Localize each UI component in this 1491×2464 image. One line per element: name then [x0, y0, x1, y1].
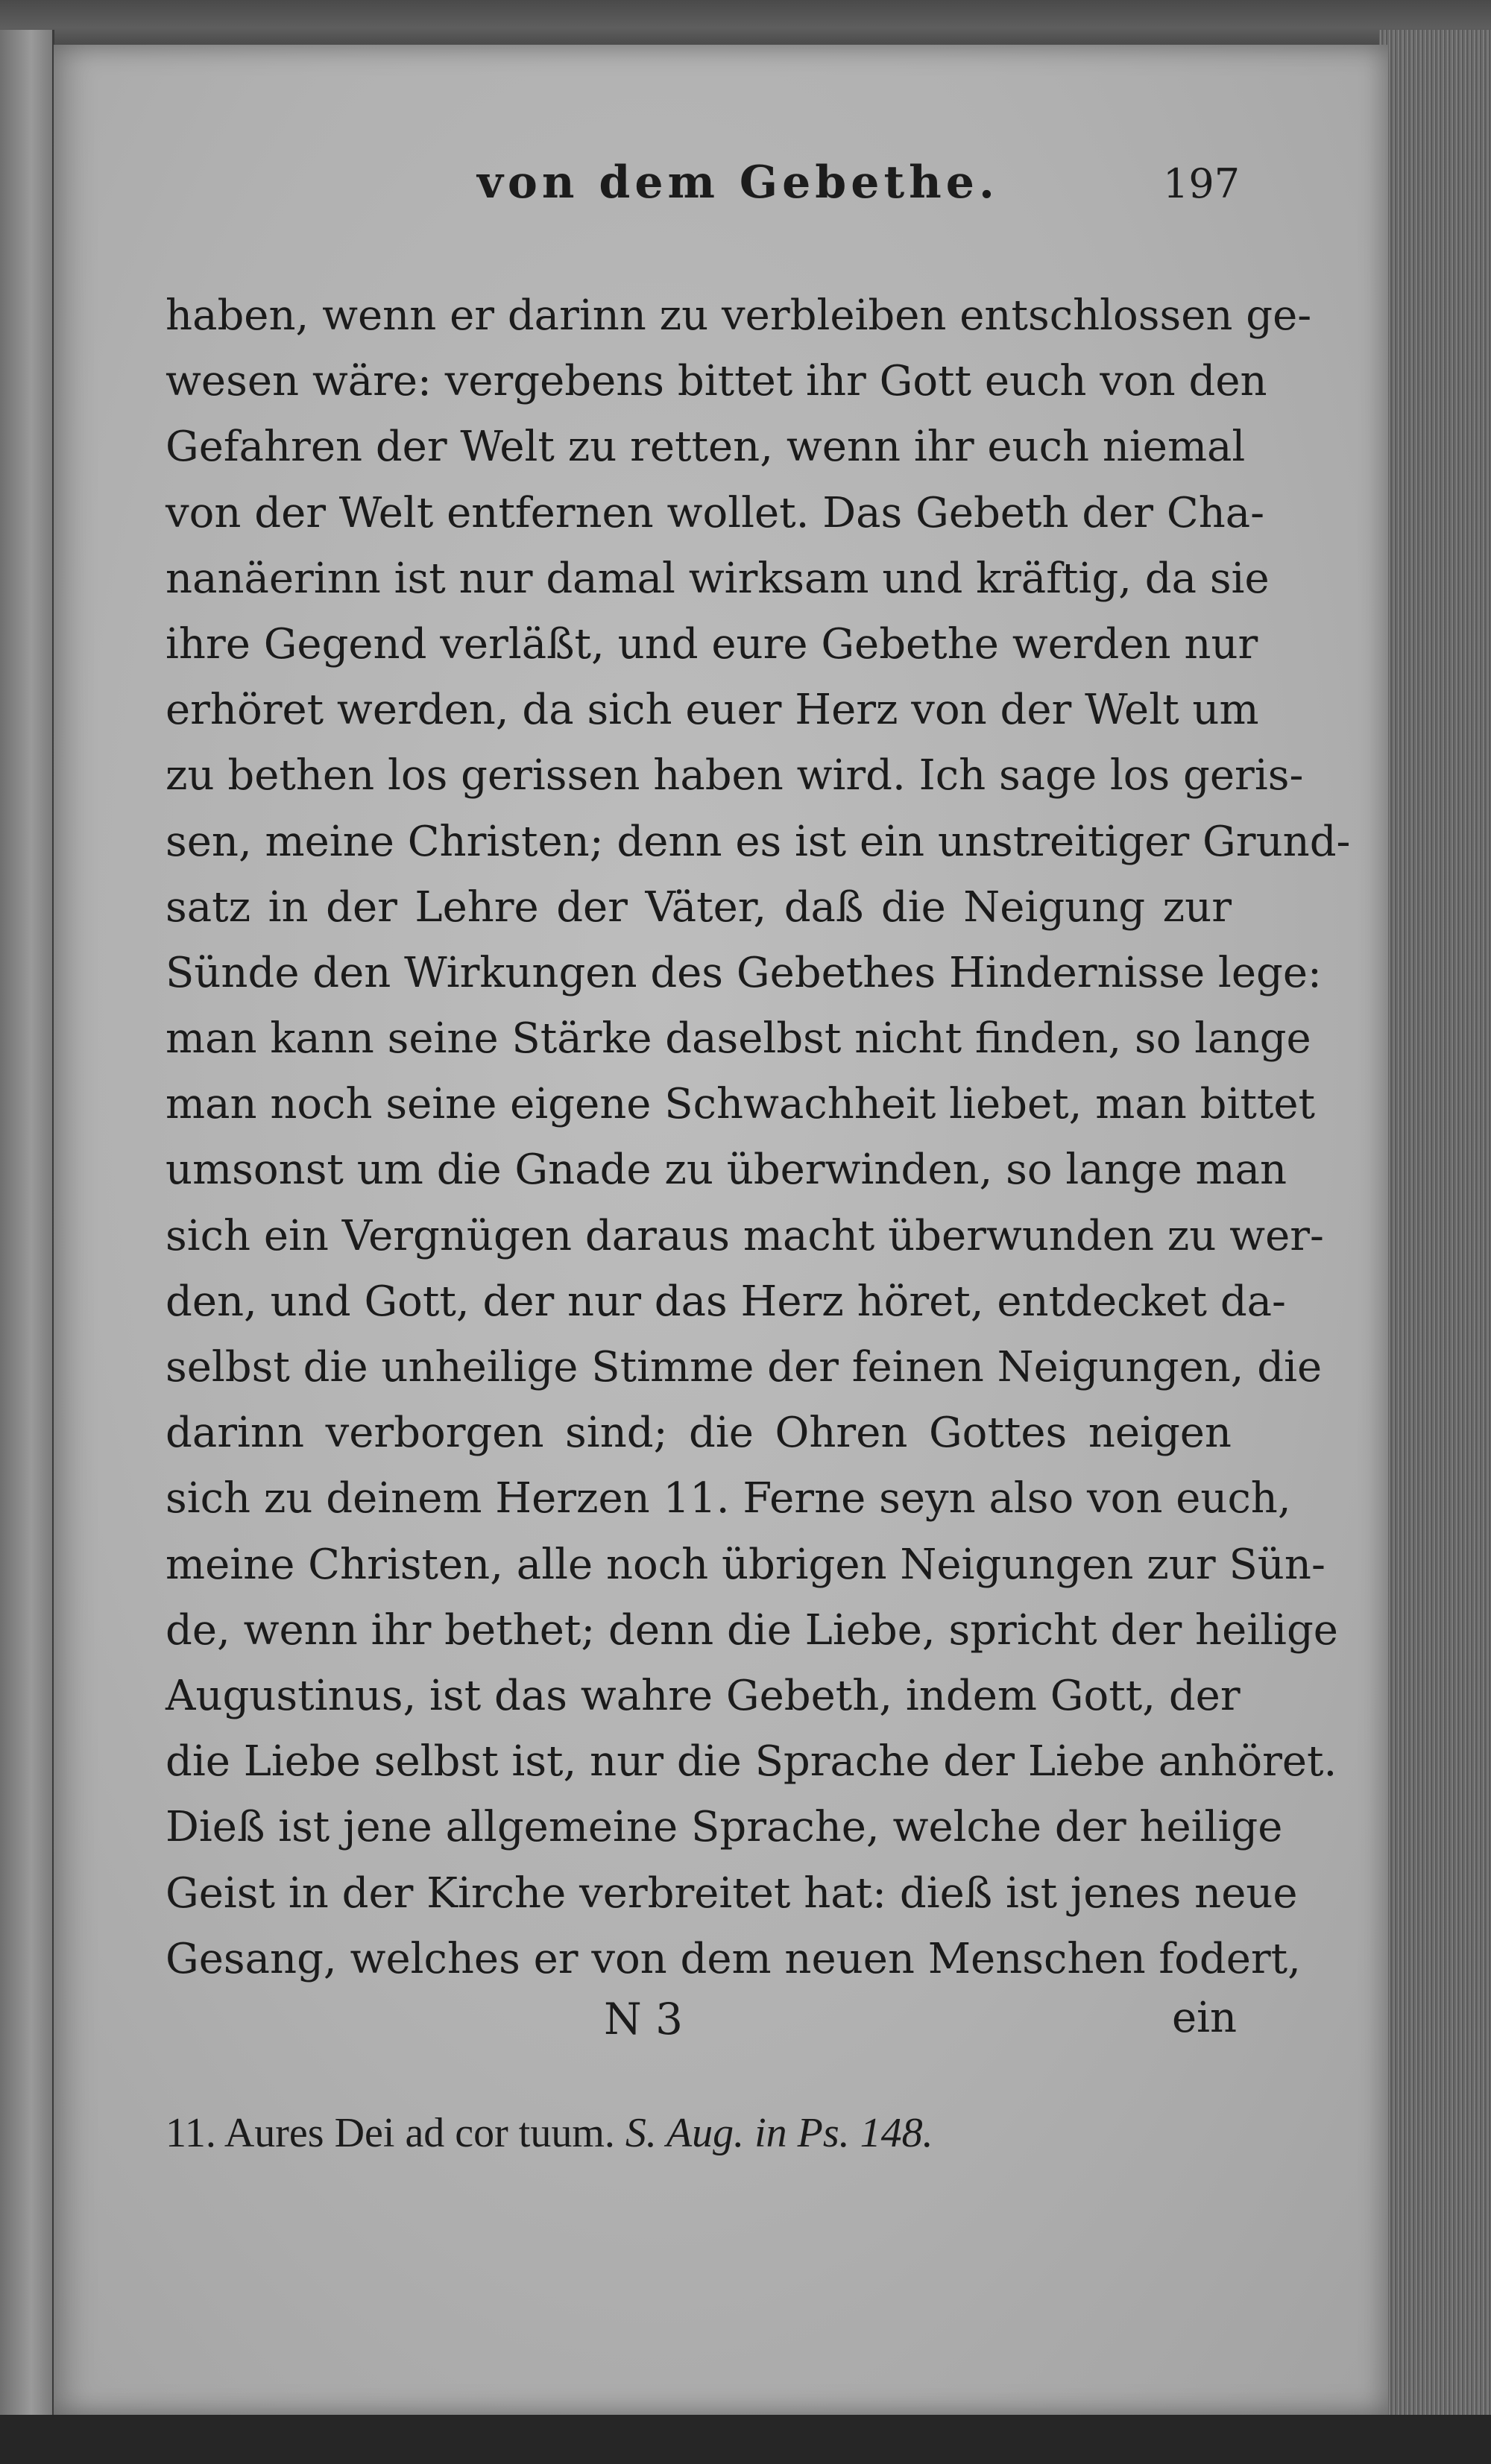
body-text: [166, 283, 1351, 1992]
running-head: von dem Gebethe.: [477, 157, 999, 209]
text-line: haben, wenn er darinn zu verbleiben entschlossen ge-: [166, 291, 1312, 340]
text-line: darinn verborgen sind; die Ohren Gottes neigen: [166, 1409, 1232, 1458]
text-line: sich zu deinem Herzen 11. Ferne seyn also von euch,: [166, 1474, 1291, 1523]
text-line: Gesang, welches er von dem neuen Menschen fodert,: [166, 1934, 1301, 1983]
text-line: zu bethen los gerissen haben wird. Ich sage los geris-: [166, 751, 1304, 800]
text-line: wesen wäre: vergebens bittet ihr Gott euch von den: [166, 357, 1267, 406]
footnote: [166, 2109, 933, 2157]
text-line: den, und Gott, der nur das Herz höret, entdecket da-: [166, 1277, 1286, 1326]
text-line: Augustinus, ist das wahre Gebeth, indem Gott, der: [166, 1671, 1241, 1720]
catchword: ein: [1172, 1994, 1238, 2042]
signature-mark: N 3: [604, 1994, 684, 2044]
text-line: erhöret werden, da sich euer Herz von der Welt um: [166, 686, 1259, 735]
text-line: Geist in der Kirche verbreitet hat: dieß ist jenes neue: [166, 1868, 1298, 1918]
text-line: von der Welt entfernen wollet. Das Gebeth der Cha-: [166, 488, 1265, 537]
text-line: de, wenn ihr bethet; denn die Liebe, spricht der heilige: [166, 1605, 1338, 1655]
text-line: Gefahren der Welt zu retten, wenn ihr euch niemal: [166, 423, 1246, 472]
text-line: man noch seine eigene Schwachheit liebet, man bittet: [166, 1080, 1315, 1129]
text-line: Dieß ist jene allgemeine Sprache, welche der heilige: [166, 1803, 1283, 1852]
text-line: sich ein Vergnügen daraus macht überwunden zu wer-: [166, 1211, 1324, 1260]
page-block-edges: [1379, 30, 1491, 2415]
text-line: man kann seine Stärke daselbst nicht finden, so lange: [166, 1014, 1311, 1064]
text-line: selbst die unheilige Stimme der feinen Neigungen, die: [166, 1343, 1323, 1391]
page-number: 197: [1163, 160, 1241, 207]
text-line: die Liebe selbst ist, nur die Sprache der Liebe anhöret.: [166, 1737, 1337, 1787]
text-line: satz in der Lehre der Väter, daß die Neigung zur: [166, 882, 1232, 932]
text-line: ihre Gegend verläßt, und eure Gebethe werden nur: [166, 619, 1258, 669]
footnote-source: S. Aug. in Ps. 148.: [625, 2110, 933, 2156]
text-line: nanäerinn ist nur damal wirksam und kräftig, da sie: [166, 554, 1270, 603]
text-line: Sünde den Wirkungen des Gebethes Hindernisse lege:: [166, 948, 1322, 997]
footnote-text: Aures Dei ad cor tuum.: [224, 2110, 615, 2156]
text-line: umsonst um die Gnade zu überwinden, so lange man: [166, 1146, 1287, 1195]
footnote-number: 11.: [166, 2110, 216, 2156]
facing-page-edge: [0, 30, 54, 2415]
text-line: sen, meine Christen; denn es ist ein unstreitiger Grund-: [166, 817, 1351, 866]
text-line: meine Christen, alle noch übrigen Neigungen zur Sün-: [166, 1540, 1325, 1589]
